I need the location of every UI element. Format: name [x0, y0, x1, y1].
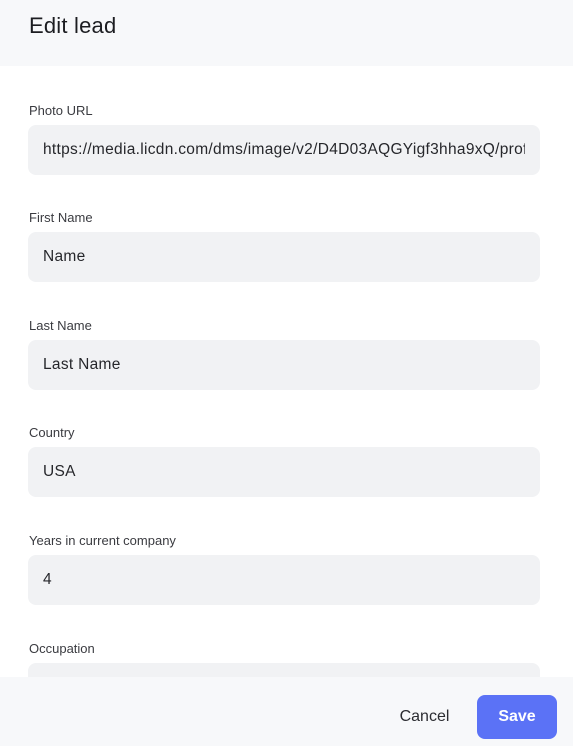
save-button[interactable]: Save [477, 695, 557, 739]
last-name-field [28, 317, 540, 334]
dialog-body[interactable] [0, 66, 573, 677]
photo-url-input[interactable] [28, 125, 540, 175]
photo-url-field [28, 102, 540, 119]
last-name-input[interactable] [28, 340, 540, 390]
dialog-header [0, 0, 573, 66]
cancel-button[interactable]: Cancel [383, 695, 466, 739]
country-input[interactable] [28, 447, 540, 497]
country-field [28, 424, 540, 441]
occupation-input[interactable] [28, 663, 540, 677]
years-in-company-input[interactable] [28, 555, 540, 605]
dialog-footer [0, 677, 573, 746]
country-label: Country [29, 425, 75, 440]
first-name-input[interactable] [28, 232, 540, 282]
first-name-label: First Name [29, 210, 93, 225]
photo-url-label: Photo URL [29, 103, 93, 118]
first-name-field [28, 209, 540, 226]
years-in-company-field [28, 532, 540, 549]
occupation-label: Occupation [29, 641, 95, 656]
years-in-company-label: Years in current company [29, 533, 176, 548]
occupation-field [28, 640, 540, 657]
last-name-label: Last Name [29, 318, 92, 333]
dialog-title: Edit lead [29, 13, 117, 38]
